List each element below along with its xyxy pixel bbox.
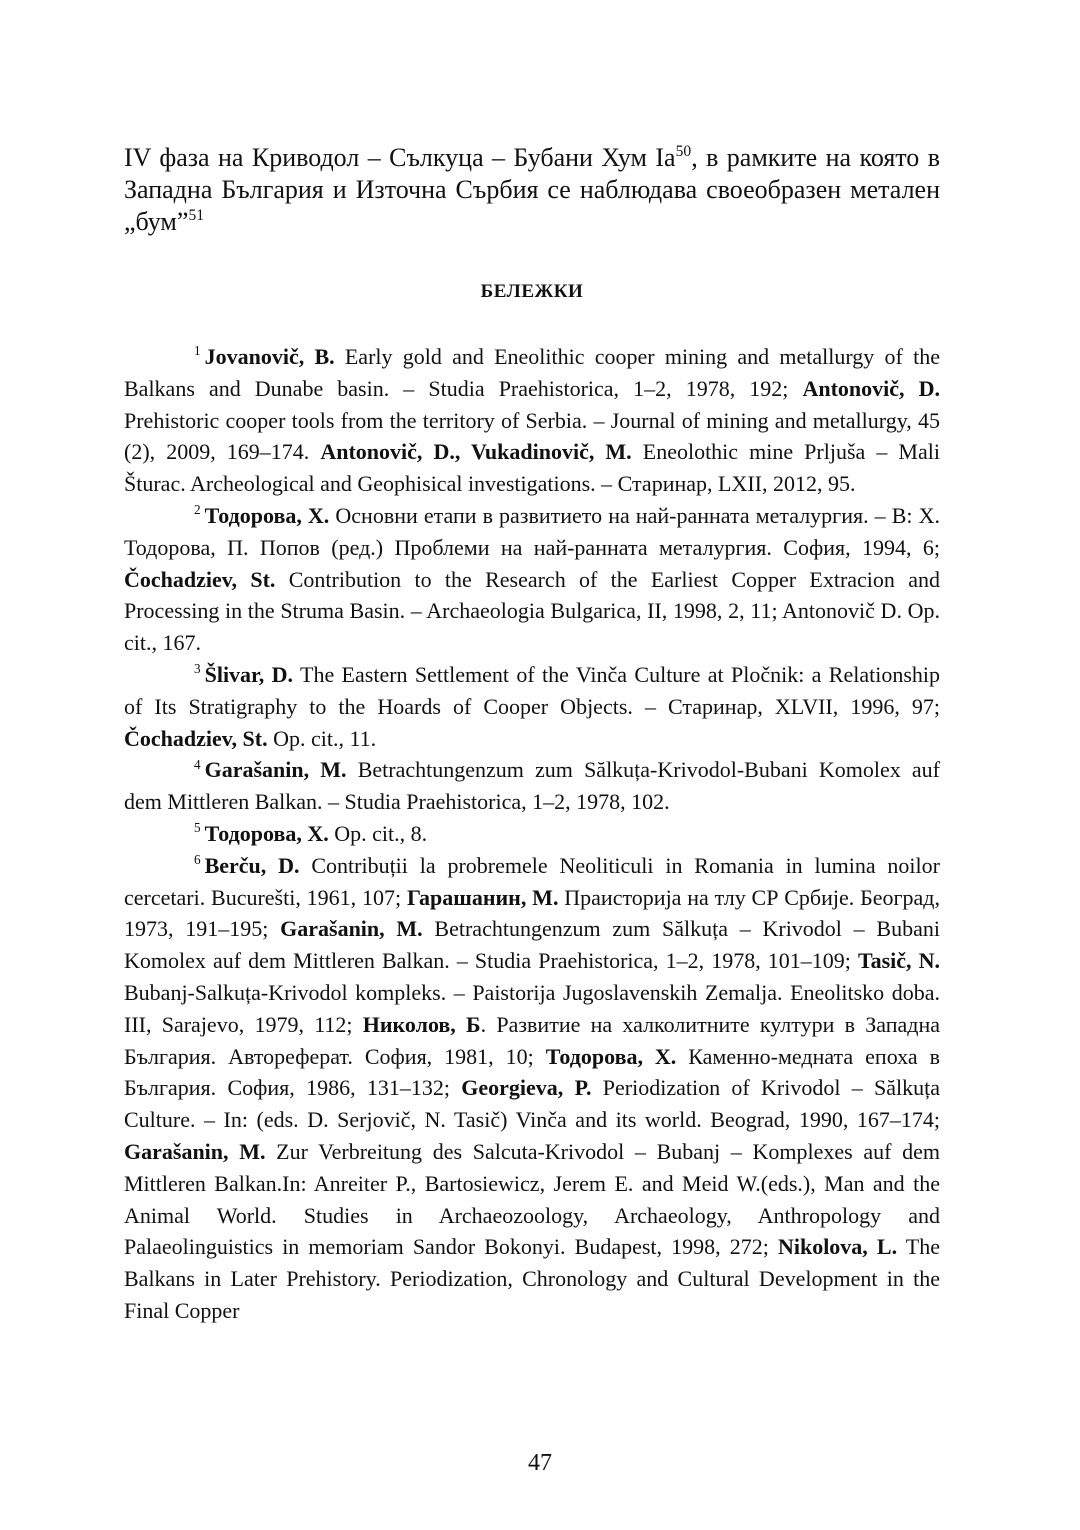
footnote-author: Šlivar, D. — [204, 661, 294, 687]
footnote-author: Garašanin, M. — [280, 916, 423, 942]
section-heading: БЕЛЕЖКИ — [480, 281, 584, 302]
footnote-number: 3 — [194, 661, 201, 677]
footnote-ref-50: 50 — [675, 142, 692, 160]
footnote-text: Prehistoric cooper tools from the territory of Serbia. – Journal of mining and metallurgy, 45 (2), 2009, 169–174. — [124, 407, 940, 465]
footnote-author: Jovanovič, B. — [204, 344, 335, 369]
footnote-number: 6 — [194, 852, 201, 868]
footnote-text: . Развитие на халколитните култури в Западна България. Автореферат. София, 1981, 10; — [124, 1011, 941, 1069]
footnote-author: Berču, D. — [204, 852, 300, 878]
footnote-author: Nikolova, L. — [777, 1234, 898, 1260]
footnote-author: Тодорова, Х. — [204, 820, 329, 846]
footnote-6 — [124, 850, 940, 1327]
footnote-text: Основни етапи в развитието на най-ранната металургия. – В: Х. Тодорова, П. Попов (ред.) Проблеми на най-ранната металургия. София, 1994, 6; — [124, 502, 941, 560]
footnote-author: Georgieva, P. — [461, 1075, 592, 1101]
intro-text — [124, 142, 940, 238]
footnote-text: Betrachtungenzum zum Sălkuța – Krivodol – Bubani Komolex auf dem Mittleren Balkan. – Studia Praehistorica, 1–2, 1978, 101–109; — [124, 916, 940, 974]
footnote-text: The Eastern Settlement of the Vinča Culture at Pločnik: a Relationship of Its Stratigraphy to the Hoards of Cooper Objects. – Старинар, XLVII, 1996, 97; — [124, 661, 941, 719]
footnote-number: 2 — [194, 502, 201, 518]
footnote-author: Antonovič, D. — [802, 375, 940, 401]
notes-list — [124, 341, 940, 1327]
footnote-text: Contribution to the Research of the Earliest Copper Extracion and Processing in the Struma Basin. – Archaeologia Bulgarica, II, 1998, 2, 11; Antonovič D. Op. cit., 167. — [124, 566, 940, 656]
intro-paragraph — [124, 142, 940, 238]
footnote-number: 4 — [194, 756, 201, 772]
footnote-text: Eneolothic mine Prljuša – Mali Šturac. Archeological and Geophisical investigations. – Старинар, LXII, 2012, 95. — [124, 439, 940, 497]
footnote-number: 5 — [194, 820, 201, 836]
footnote-4 — [124, 754, 940, 818]
footnote-author: Тодорова, Х. — [204, 502, 330, 528]
footnote-author: Tasič, N. — [857, 948, 940, 974]
footnote-ref-51: 51 — [188, 206, 205, 224]
footnote-text: Каменно-медната епоха в България. София, 1986, 131–132; — [124, 1043, 940, 1101]
footnote-author: Čochadziev, St. — [124, 725, 268, 751]
footnote-text: Zur Verbreitung des Salcuta-Krivodol – Bubanj – Komplexes auf dem Mittleren Balkan.In: Anreiter P., Bartosiewicz, Jerem E. and Meid W.(eds.), Man and the Animal World. Studies in Archaeozoology, Archaeology, Anthropology and Palaeolinguistics in memoriam Sandor Bokonyi. Budapest, 1998, 272; — [124, 1138, 940, 1260]
footnote-text: Op. cit., 11. — [267, 725, 377, 751]
footnote-1 — [124, 341, 940, 500]
page-number: 47 — [528, 1450, 552, 1476]
footnote-text: Betrachtungenzum zum Sălkuța-Krivodol-Bubani Komolex auf dem Mittleren Balkan. – Studia Praehistorica, 1–2, 1978, 102. — [124, 757, 940, 815]
footnote-author: Antonovič, D., Vukadinovič, M. — [320, 439, 632, 465]
footnote-text: Periodization of Krivodol – Sălkuța Culture. – In: (eds. D. Serjovič, N. Tasič) Vinča and its world. Beograd, 1990, 167–174; — [124, 1075, 941, 1133]
intro-text-part1: IV фаза на Криводол – Сълкуца – Бубани Хум Ia — [124, 143, 676, 172]
footnote-author: Garašanin, M. — [204, 757, 347, 783]
footnote-author: Garašanin, M. — [124, 1138, 266, 1164]
footnote-text: Op. cit., 8. — [328, 820, 428, 846]
footnote-author: Николов, Б — [362, 1011, 481, 1037]
intro-text-part2: , в рамките на която в Западна България и Източна Сърбия се наблюдава своеобразен метален „бум” — [124, 143, 940, 236]
footnote-text: Early gold and Eneolithic cooper mining and metallurgy of the Balkans and Dunabe basin. – Studia Praehistorica, 1–2, 1978, 192; — [124, 344, 940, 401]
footnote-text: Bubanj-Salkuța-Krivodol kompleks. – Paistorija Jugoslavenskih Zemalja. Eneolitsko doba. III, Sarajevo, 1979, 112; — [124, 979, 940, 1037]
footnote-number: 1 — [194, 343, 201, 359]
footnote-author: Čochadziev, St. — [124, 566, 276, 592]
footnote-author: Тодорова, Х. — [545, 1043, 677, 1069]
footnote-author: Гарашанин, М. — [406, 884, 559, 910]
footnote-text: Contribuții la probremele Neoliticuli in Romania in lumina noilor cercetari. Bucurešti, 1961, 107; — [124, 852, 940, 910]
footnote-2 — [124, 500, 940, 659]
footnote-text: The Balkans in Later Prehistory. Periodization, Chronology and Cultural Development in the Final Copper — [124, 1234, 941, 1323]
footnote-3 — [124, 659, 940, 754]
footnote-text: Праисторија на тлу СР Србије. Београд, 1973, 191–195; — [124, 884, 940, 942]
footnote-5 — [124, 818, 940, 850]
